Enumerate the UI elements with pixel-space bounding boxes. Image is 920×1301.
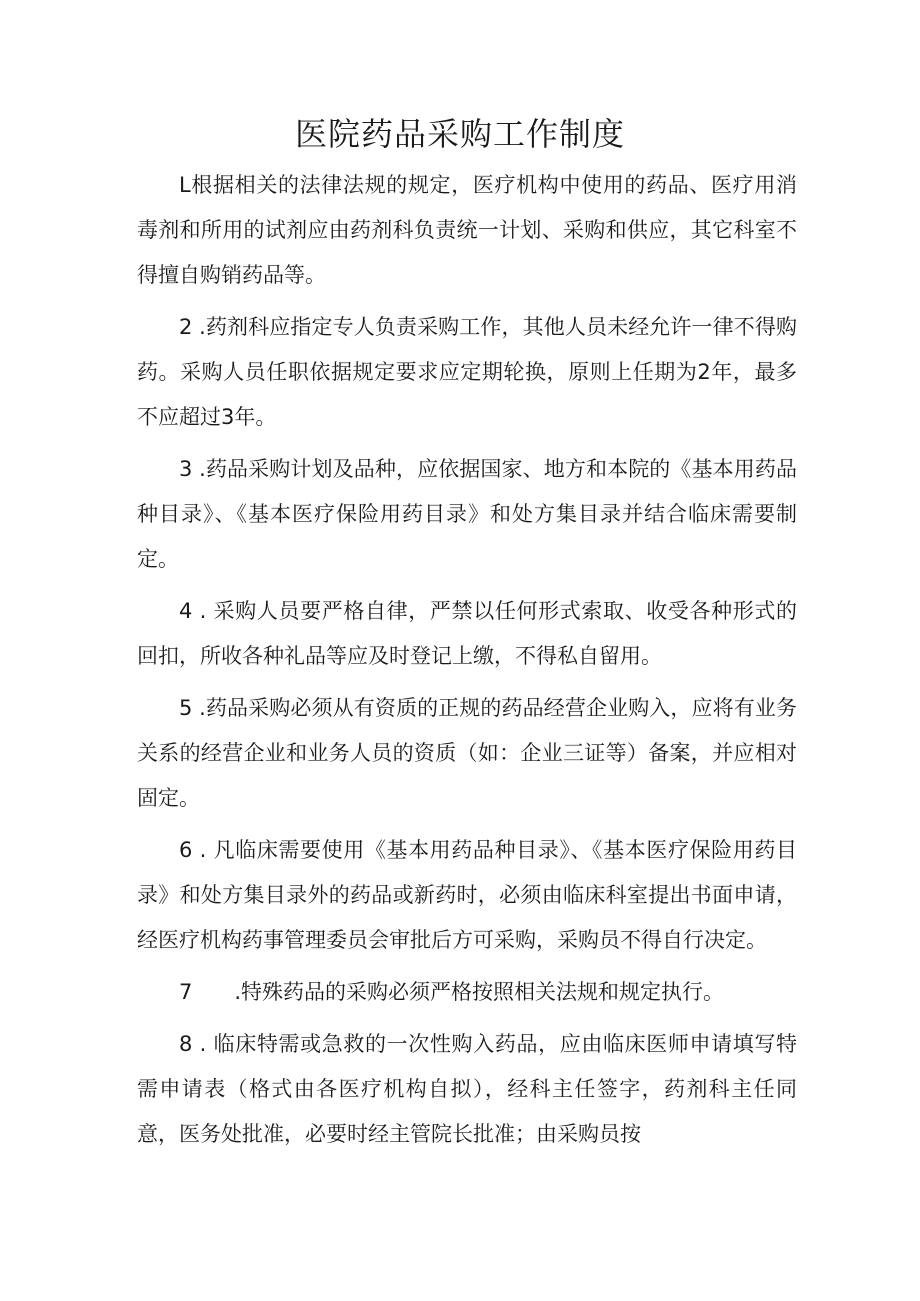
paragraph-5: 5 .药品采购必须从有资质的正规的药品经营企业购入，应将有业务关系的经营企业和业务人员的资质（如：企业三证等）备案，并应相对固定。 <box>137 696 797 810</box>
paragraph-1: L根据相关的法律法规的规定，医疗机构中使用的药品、医疗用消毒剂和所用的试剂应由药剂科负责统一计划、采购和供应，其它科室不得擅自购销药品等。 <box>137 173 797 287</box>
document-body <box>137 163 797 1164</box>
paragraph-6: 6 . 凡临床需要使用《基本用药品种目录》、《基本医疗保险用药目录》和处方集目录外的药品或新药时，必须由临床科室提出书面申请，经医疗机构药事管理委员会审批后方可采购，采购员不得自行决定。 <box>137 838 797 952</box>
paragraph-7: 7 .特殊药品的采购必须严格按照相关法规和规定执行。 <box>179 980 725 1004</box>
paragraph-8: 8 . 临床特需或急救的一次性购入药品，应由临床医师申请填写特需申请表（格式由各医疗机构自拟），经科主任签字，药剂科主任同意，医务处批准，必要时经主管院长批准；由采购员按 <box>137 1032 797 1146</box>
paragraph-3: 3 .药品采购计划及品种，应依据国家、地方和本院的《基本用药品种目录》、《基本医疗保险用药目录》和处方集目录并结合临床需要制定。 <box>137 457 797 571</box>
paragraph-4: 4 . 采购人员要严格自律，严禁以任何形式索取、收受各种形式的回扣，所收各种礼品等应及时登记上缴，不得私自留用。 <box>137 599 797 668</box>
paragraph-2: 2 .药剂科应指定专人负责采购工作，其他人员未经允许一律不得购药。采购人员任职依据规定要求应定期轮换，原则上任期为2年，最多不应超过3年。 <box>137 315 797 429</box>
document-title: 医院药品采购工作制度 <box>294 115 625 153</box>
